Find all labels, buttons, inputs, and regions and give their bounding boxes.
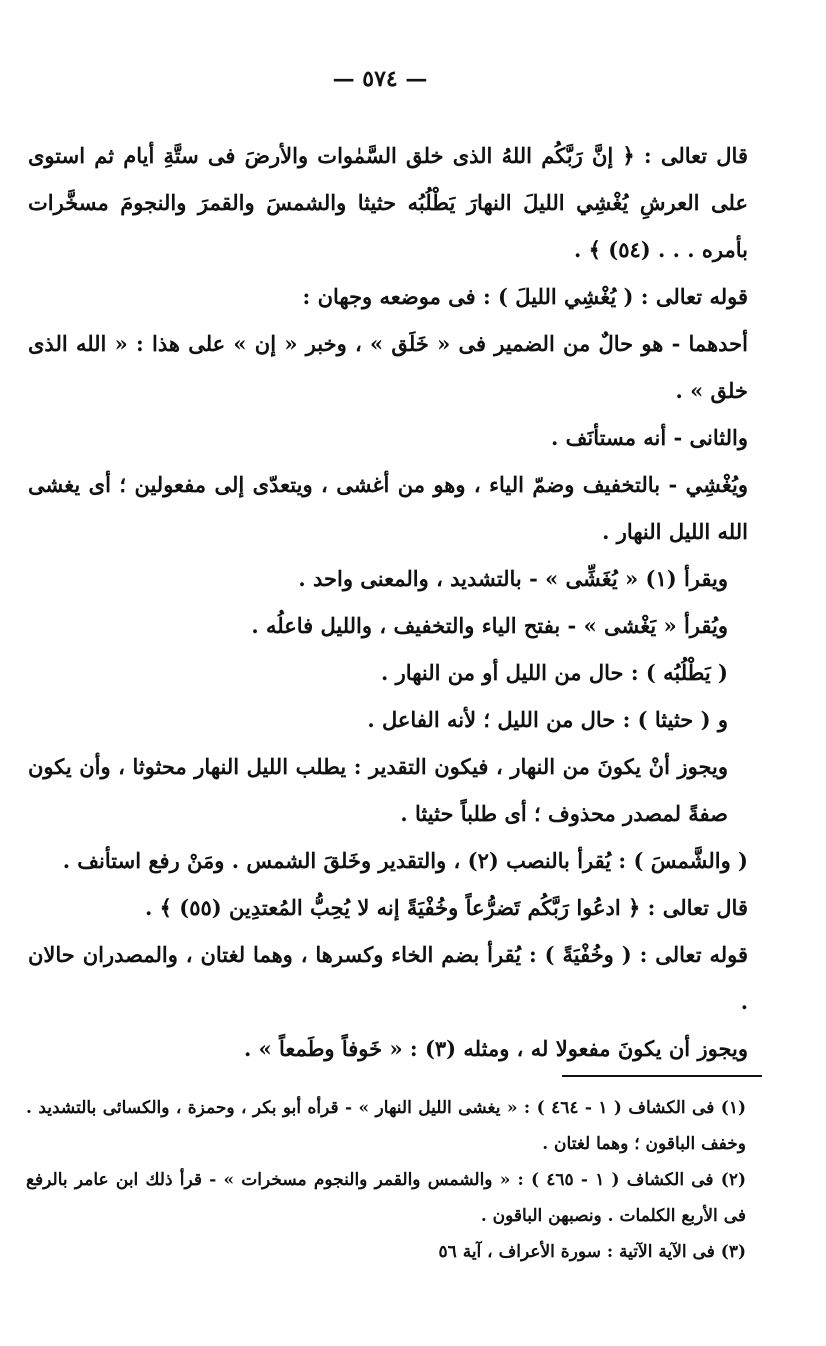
- commentary-paragraph: ( يَطْلُبُه ) : حال من الليل أو من النهار .: [381, 660, 728, 685]
- commentary-paragraph: والثانى - أنه مستأنَف .: [551, 425, 748, 450]
- commentary-paragraph: ويقرأ (١) « يُغَشِّى » - بالتشديد ، والمعنى واحد .: [298, 566, 728, 591]
- footnote: (٣) فى الآية الآتية : سورة الأعراف ، آية ٥٦: [438, 1242, 746, 1262]
- footnote: (٢) فى الكشاف ( ١ - ٤٦٥ ) : « والشمس والقمر والنجوم مسخرات » - قرأ ذلك ابن عامر بالرفع فى الأربع الكلمات . ونصبهن الباقون .: [26, 1170, 746, 1226]
- commentary-paragraph: ويُقرأ « يَغْشى » - بفتح الياء والتخفيف ، والليل فاعلُه .: [251, 613, 728, 638]
- commentary-paragraph: ويُغْشِي - بالتخفيف وضمّ الياء ، وهو من أغشى ، ويتعدّى إلى مفعولين ؛ أى يغشى الله الليل النهار .: [28, 472, 748, 544]
- verse-paragraph: قال تعالى : ﴿ ادعُوا رَبَّكُم تَضرُّعاً وخُفْيَةً إنه لا يُحِبُّ المُعتدِين (٥٥) ﴾ .: [145, 895, 748, 920]
- commentary-paragraph: ويجوز أن يكونَ مفعولا له ، ومثله (٣) : « خَوفاً وطَمعاً » .: [243, 1036, 748, 1061]
- commentary-paragraph: و ( حثيثا ) : حال من الليل ؛ لأنه الفاعل .: [367, 707, 728, 732]
- commentary-paragraph: قوله تعالى : ( وخُفْيَةً ) : يُقرأ بضم الخاء وكسرها ، وهما لغتان ، والمصدران حالان .: [28, 942, 748, 1014]
- main-text: [28, 132, 748, 1072]
- footnote-divider: [562, 1075, 762, 1077]
- commentary-paragraph: قوله تعالى : ( يُغْشِي الليلَ ) : فى موضعه وجهان :: [302, 284, 748, 309]
- commentary-paragraph: ( والشَّمسَ ) : يُقرأ بالنصب (٢) ، والتقدير وخَلقَ الشمس . ومَنْ رفع استأنف .: [62, 848, 748, 873]
- footnote: (١) فى الكشاف ( ١ - ٤٦٤ ) : « يغشى الليل النهار » - قرأه أبو بكر ، وحمزة ، والكسائى بالتشديد . وخفف الباقون ؛ وهما لغتان .: [26, 1098, 746, 1154]
- footnotes: [26, 1090, 746, 1270]
- commentary-paragraph: ويجوز أنْ يكونَ من النهار ، فيكون التقدير : يطلب الليل النهار محثوثا ، وأن يكون صفةً لمصدر محذوف ؛ أى طلباً حثيثا .: [28, 754, 728, 826]
- commentary-paragraph: أحدهما - هو حالٌ من الضمير فى « خَلَق » ، وخبر « إن » على هذا : « الله الذى خلق » .: [28, 331, 748, 403]
- page-number: — ٥٧٤ —: [332, 66, 428, 92]
- verse-paragraph: قال تعالى : ﴿ إنَّ رَبَّكُم اللهُ الذى خلق السَّمٰوات والأرضَ فى ستَّةِ أيام ثم استوى على العرشِ يُغْشِي الليلَ النهارَ يَطْلُبُه حثيثا والشمسَ والقمرَ والنجومَ مسخَّرات بأمره . . . (٥٤) ﴾ .: [28, 143, 748, 262]
